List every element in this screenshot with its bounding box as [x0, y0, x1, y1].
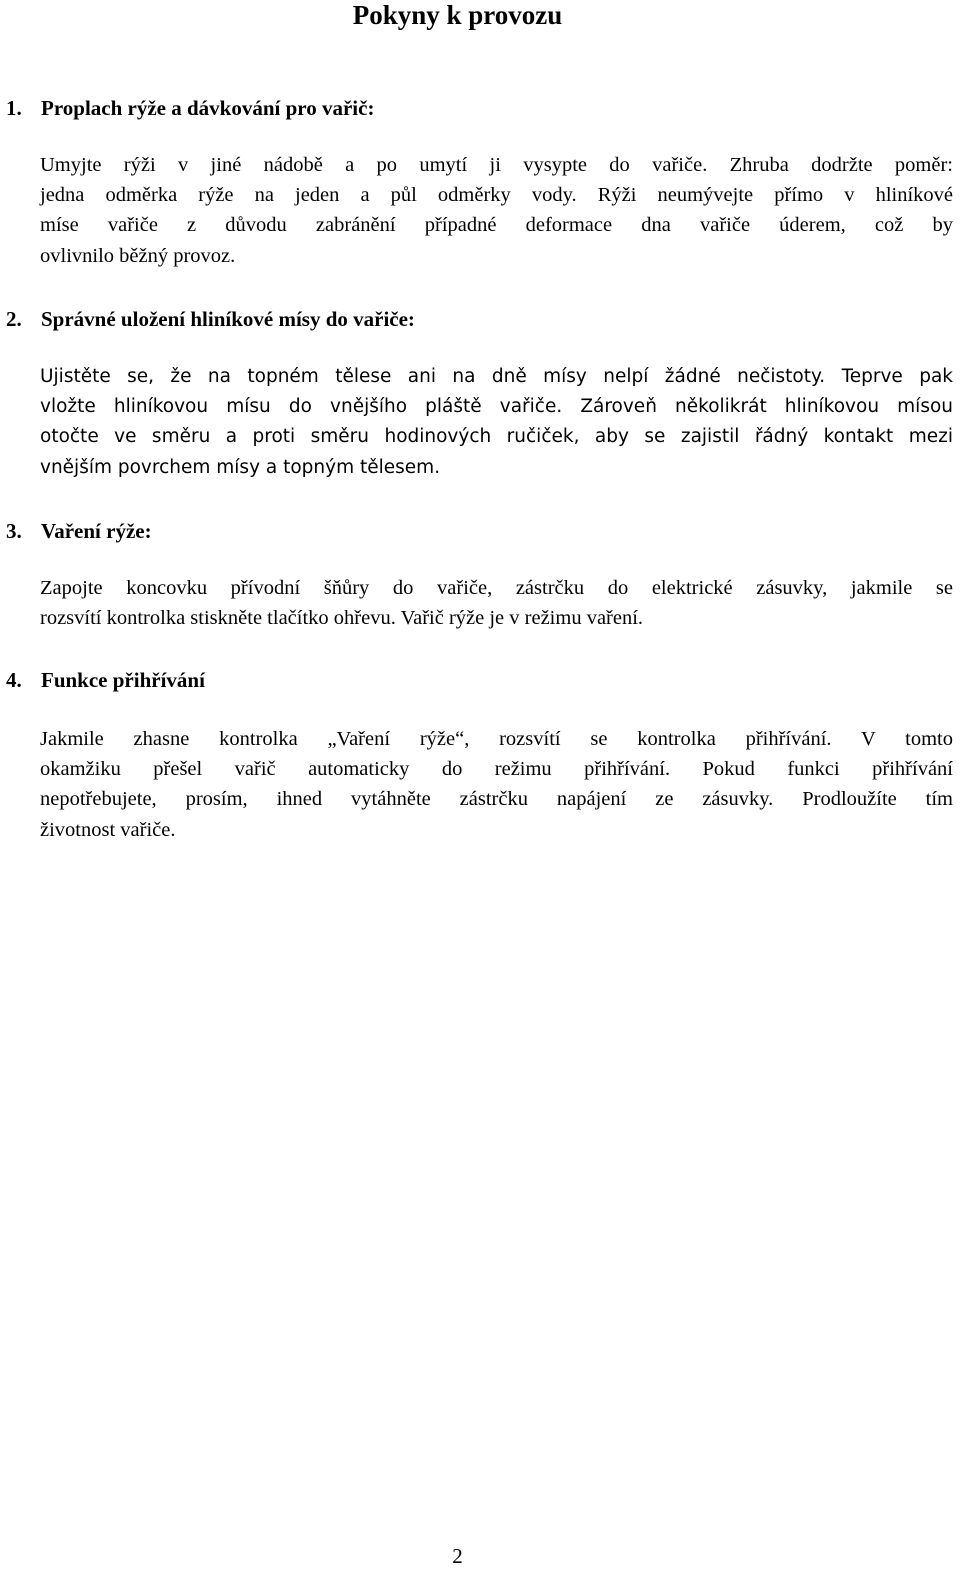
paragraph-line: míse vařiče z důvodu zabránění případné deformace dna vařiče úderem, což by: [40, 214, 953, 237]
section-paragraph-2: [40, 362, 953, 483]
section-heading-4: [6, 666, 205, 694]
paragraph-line: vnějším povrchem mísy a topným tělesem.: [40, 456, 441, 478]
section-paragraph-3: [40, 573, 953, 633]
paragraph-line: rozsvítí kontrolka stiskněte tlačítko ohřevu. Vařič rýže je v režimu vaření.: [40, 607, 644, 630]
section-number: 2.: [6, 307, 22, 331]
paragraph-line: Jakmile zhasne kontrolka „Vaření rýže“, rozsvítí se kontrolka přihřívání. V tomto: [40, 728, 953, 750]
paragraph-line: Zapojte koncovku přívodní šňůry do vařiče, zástrčku do elektrické zásuvky, jakmile se: [40, 577, 953, 599]
paragraph-line: Ujistěte se, že na topném tělese ani na dně mísy nelpí žádné nečistoty. Teprve pak: [40, 366, 953, 387]
paragraph-line: nepotřebujete, prosím, ihned vytáhněte zástrčku napájení ze zásuvky. Prodloužíte tím: [40, 788, 953, 811]
section-number: 4.: [6, 668, 22, 692]
page-number: 2: [452, 1544, 463, 1568]
paragraph-line: ovlivnilo běžný provoz.: [40, 244, 236, 267]
paragraph-line: otočte ve směru a proti směru hodinových ručiček, aby se zajistil řádný kontakt mezi: [40, 426, 953, 448]
section-heading-1: [6, 94, 374, 122]
paragraph-line: vložte hliníkovou mísu do vnějšího pláště vařiče. Zároveň několikrát hliníkovou mísou: [40, 396, 953, 418]
paragraph-line: jedna odměrka rýže na jeden a půl odměrky vody. Rýži neumývejte přímo v hliníkové: [40, 184, 953, 207]
section-paragraph-4: [40, 724, 953, 845]
section-title: Funkce přihřívání: [41, 668, 205, 692]
section-title: Správné uložení hliníkové mísy do vařiče:: [41, 307, 415, 331]
page-title: Pokyny k provozu: [352, 0, 563, 30]
paragraph-line: okamžiku přešel vařič automaticky do režimu přihřívání. Pokud funkci přihřívání: [40, 758, 953, 781]
section-heading-3: [6, 517, 152, 545]
paragraph-line: Umyjte rýži v jiné nádobě a po umytí ji vysypte do vařiče. Zhruba dodržte poměr:: [40, 154, 953, 176]
paragraph-line: životnost vařiče.: [40, 818, 176, 841]
section-title: Vaření rýže:: [41, 519, 152, 543]
section-paragraph-1: [40, 150, 953, 271]
section-number: 1.: [6, 96, 22, 120]
section-title: Proplach rýže a dávkování pro vařič:: [41, 96, 375, 120]
section-heading-2: [6, 305, 415, 333]
section-number: 3.: [6, 519, 22, 543]
